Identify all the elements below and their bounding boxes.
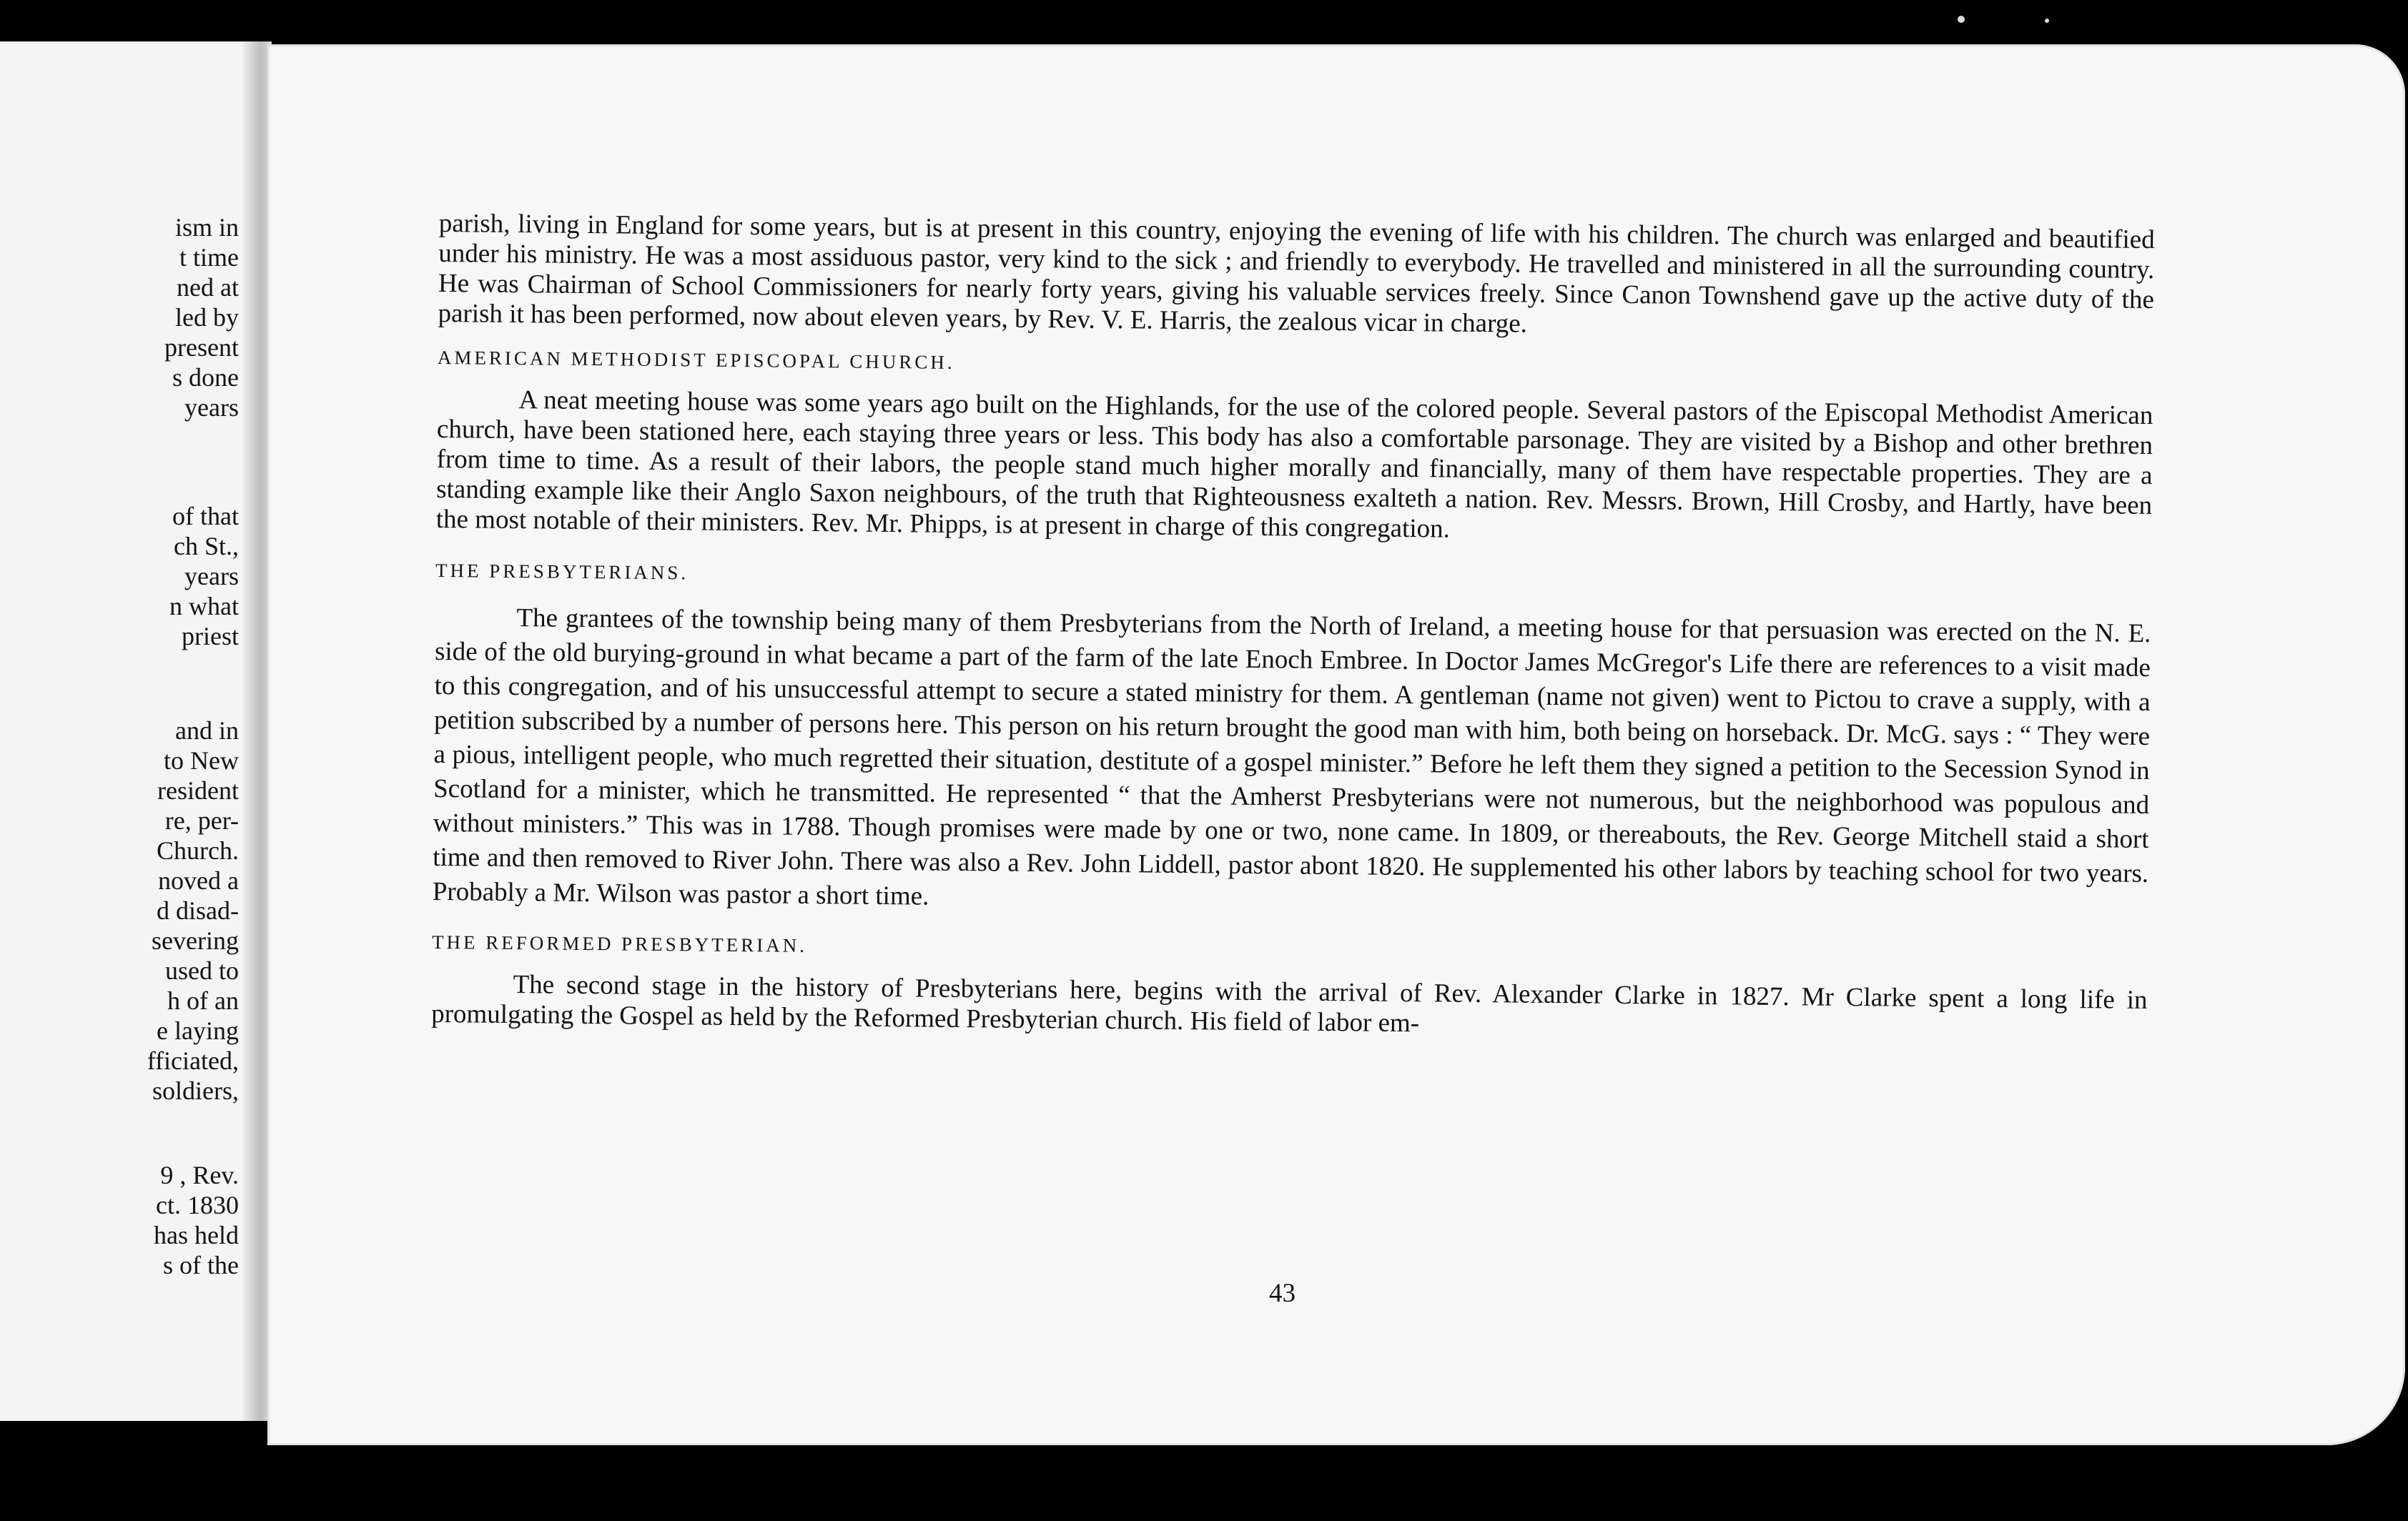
- left-page: [0, 41, 255, 1421]
- left-text-line: e laying: [157, 1016, 239, 1045]
- left-text-line: ch St.,: [173, 532, 239, 560]
- left-text-line: noved a: [158, 866, 239, 895]
- left-text-line: to New: [164, 746, 239, 775]
- section-heading-reformed: THE REFORMED PRESBYTERIAN.: [432, 931, 808, 956]
- presbyterians-paragraph: The grantees of the township being many of them Presbyterians from the North of Ireland, a meeting house for that persuasion was erected on the N. E. side of the old burying-ground in what became a part of the farm of the late Enoch Embree. In Doctor James McGregor's Life there are references to a visit made to this congregation, and of his unsuccessful attempt to secure a stated ministry for them. A gentleman (name not given) went to Pictou to crave a supply, with a petition subscribed by a number of persons here. This person on his return brought the good man with him, both being on horseback. Dr. McG. says : “ They were a pious, intelligent people, who much regretted their situation, destitute of a gospel minister.” Before he left them they signed a petition to the Secession Synod in Scotland for a minister, which he transmitted. He represented “ that the Amherst Presbyterians were not numerous, but the neighborhood was populous and without ministers.” This was in 1788. Though promises were made by one or two, none came. In 1809, or thereabouts, the Rev. George Mitchell staid a short time and then removed to River John. There was also a Rev. John Liddell, pastor abont 1820. He supplemented his other labors by teaching school for two years. Probably a Mr. Wilson was pastor a short time.: [432, 603, 2151, 911]
- page-body-text: [431, 209, 2155, 1046]
- intro-paragraph: parish, living in England for some years, but is at present in this country, enjoying the evening of life with his children. The church was enlarged and beautified under his ministry. He was a most assiduous pastor, very kind to the sick ; and friendly to everybody. He travelled and ministered in all the surrounding country. He was Chairman of School Commissioners for nearly forty years, giving his valuable services freely. Since Canon Townshend gave up the active duty of the parish it has been performed, now about eleven years, by Rev. V. E. Harris, the zealous vicar in charge.: [438, 209, 2155, 339]
- left-text-line: ct. 1830: [156, 1191, 239, 1219]
- left-text-line: Church.: [157, 836, 239, 865]
- left-text-line: re, per-: [164, 806, 239, 835]
- page-number: 43: [1269, 1279, 1296, 1308]
- left-text-line: soldiers,: [152, 1076, 239, 1105]
- left-text-line: and in: [175, 716, 239, 745]
- scan-speck: [1958, 16, 1965, 23]
- left-text-line: priest: [182, 622, 239, 650]
- left-text-line: t time: [179, 243, 239, 272]
- left-text-line: d disad-: [157, 896, 239, 925]
- left-text-line: ism in: [174, 213, 239, 242]
- left-text-line: severing: [152, 926, 239, 955]
- left-text-line: has held: [154, 1221, 239, 1249]
- section-heading-methodist: AMERICAN METHODIST EPISCOPAL CHURCH.: [437, 346, 955, 373]
- left-text-line: fficiated,: [147, 1046, 239, 1075]
- reformed-paragraph: The second stage in the history of Presbyterians here, begins with the arrival of Rev. Alexander Clarke in 1827. Mr Clarke spent a long life in promulgating the Gospel as held by the Reformed Presbyterian church. His field of labor em-: [430, 970, 2148, 1039]
- left-text-line: led by: [175, 303, 239, 332]
- left-text-line: of that: [172, 502, 239, 530]
- left-text-line: s of the: [163, 1251, 239, 1279]
- left-text-line: present: [164, 333, 239, 362]
- section-heading-presbyterians: THE PRESBYTERIANS.: [435, 559, 689, 584]
- left-text-line: n what: [169, 592, 239, 620]
- left-text-line: h of an: [167, 986, 239, 1015]
- left-text-line: years: [184, 562, 239, 590]
- left-text-line: years: [184, 393, 239, 422]
- left-text-line: used to: [165, 956, 239, 985]
- left-text-line: ned at: [177, 273, 239, 302]
- methodist-paragraph: A neat meeting house was some years ago built on the Highlands, for the use of the colored people. Several pastors of the Episcopal Methodist American church, have been stationed here, each staying three years or less. This body has also a comfortable parsonage. They are visited by a Bishop and other brethren from time to time. As a result of their labors, the people stand much higher morally and financially, many of them have respectable properties. They are a standing example like their Anglo Saxon neighbours, of the truth that Righteousness exalteth a nation. Rev. Messrs. Brown, Hill Crosby, and Hartly, have been the most notable of their ministers. Rev. Mr. Phipps, is at present in charge of this congregation.: [435, 385, 2153, 544]
- left-text-line: 9 , Rev.: [160, 1161, 239, 1189]
- left-text-line: resident: [157, 776, 239, 805]
- left-text-line: s done: [172, 363, 239, 392]
- scan-speck: [2045, 19, 2049, 23]
